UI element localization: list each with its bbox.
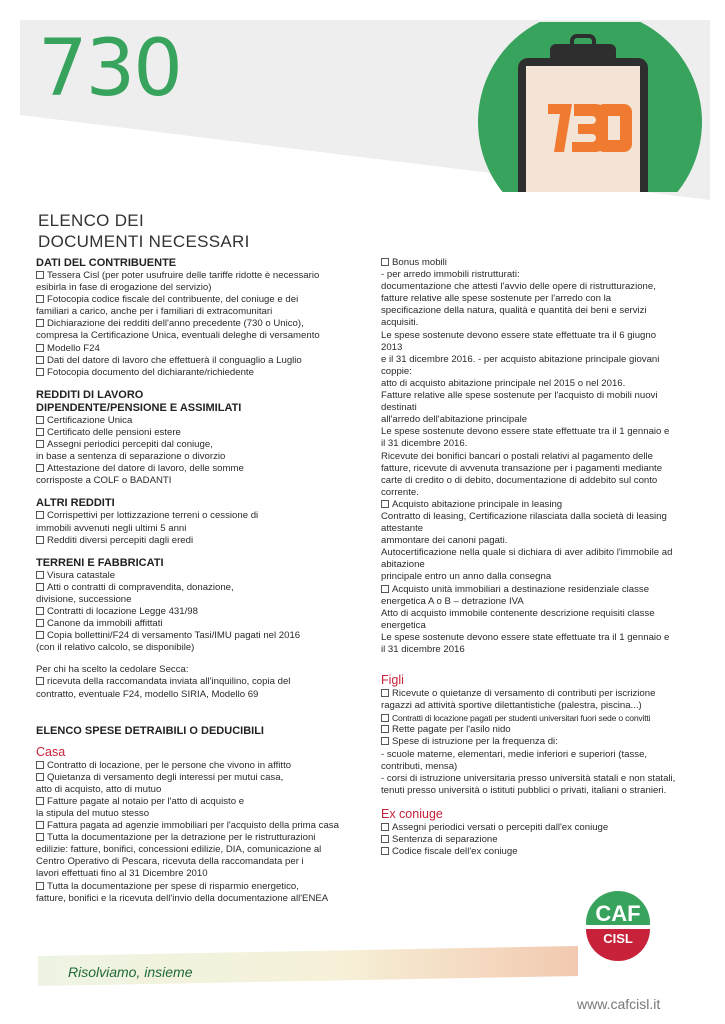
checklist <box>36 510 352 546</box>
checklist-item-text: Contratto di locazione, per le persone che vivono in affitto <box>36 760 352 772</box>
slogan: Risolviamo, insieme <box>68 964 193 980</box>
text-line: - scuole materne, elementari, medie inferiori e superiori (tasse, <box>381 748 648 760</box>
checklist-item-text: lavori effettuati fino al 31 Dicembre 2010 <box>36 868 208 880</box>
checkbox-icon[interactable] <box>381 258 389 266</box>
text-line: Fatture relative alle spese sostenute per l'acquisto di mobili nuovi <box>381 390 658 402</box>
checklist-item-text: Dichiarazione dei redditi dell'anno precedente (730 o Unico), <box>36 318 352 330</box>
checklist-item <box>36 510 352 534</box>
text-line: specificazione della natura, qualità e quantità dei beni e servizi <box>381 305 647 317</box>
checklist-item-text: Atti o contratti di compravendita, donazione, <box>36 582 352 594</box>
website-link[interactable]: www.cafcisl.it <box>577 996 661 1012</box>
text-line: Atto di acquisto immobile contenente descrizione requisiti classe <box>381 607 655 619</box>
text-line: principale entro un anno dalla consegna <box>381 571 552 583</box>
checklist-item-text: energetica A o B – detrazione IVA <box>381 595 524 607</box>
checklist-item-text: esibirla in fase di erogazione del servizio) <box>36 282 212 294</box>
checklist-item <box>36 796 352 820</box>
checklist-item-text: Ricevute o quietanze di versamento di contributi per iscrizione <box>381 688 694 700</box>
checklist-item <box>36 427 352 439</box>
checklist-item <box>381 688 694 712</box>
text-line: 2013 <box>381 341 403 353</box>
section-title: DATI DEL CONTRIBUENTE <box>36 257 177 269</box>
checklist-item-text: Attestazione del datore di lavoro, delle somme <box>36 463 352 475</box>
checkbox-icon[interactable] <box>381 689 389 697</box>
caf-cisl-logo[interactable] <box>583 885 653 972</box>
section-title: ALTRI REDDITI <box>36 497 115 510</box>
checklist-item <box>36 318 352 342</box>
checkbox-icon[interactable] <box>36 295 44 303</box>
text-line: Le spese sostenute devono essere state effettuate tra il 1 gennaio e <box>381 631 670 643</box>
checklist-item: Rette pagate per l'asilo nido <box>381 724 694 736</box>
section-title: DIPENDENTE/PENSIONE E ASSIMILATI <box>36 401 242 414</box>
checklist-item-text: Contratti di locazione Legge 431/98 <box>36 606 352 618</box>
checklist-item <box>36 630 352 654</box>
checklist-item-text: Certificazione Unica <box>36 415 352 427</box>
checklist <box>36 676 352 700</box>
checklist-item-text: Fattura pagata ad agenzie immobiliari per l'acquisto della prima casa <box>36 820 352 832</box>
checkbox-icon[interactable] <box>36 440 44 448</box>
document-title: ELENCO DEI DOCUMENTI NECESSARI <box>38 211 250 251</box>
section-title: ELENCO SPESE DETRAIBILI O DEDUCIBILI <box>36 724 264 737</box>
text-line: Le spese sostenute devono essere state effettuate tra il 1 gennaio e <box>381 426 670 438</box>
checklist <box>381 584 694 608</box>
text-line: corrente. <box>381 486 419 498</box>
checkbox-icon[interactable] <box>36 677 44 685</box>
checklist-item-text: divisione, successione <box>36 593 132 605</box>
checkbox-icon[interactable] <box>36 368 44 376</box>
text-block <box>381 749 694 797</box>
checklist-item-text: fatture, bonifici e la ricevuta dell'invio della documentazione all'ENEA <box>36 892 329 904</box>
text-line: energetica <box>381 619 426 631</box>
text-line: - per arredo immobili ristrutturati: <box>381 269 520 281</box>
checklist-item-text: compresa la Certificazione Unica, eventuali deleghe di versamento <box>36 330 320 342</box>
checklist-item-text: contratto, eventuale F24, modello SIRIA, Modello 69 <box>36 688 259 700</box>
checkbox-icon[interactable] <box>36 583 44 591</box>
checklist <box>36 270 352 379</box>
checklist-item <box>36 582 352 606</box>
checklist-item-text: Tessera Cisl (per poter usufruire delle tariffe ridotte è necessario <box>36 270 352 282</box>
checklist-item-text: Tutta la documentazione per la detrazione per le ristrutturazioni <box>36 832 352 844</box>
checklist-item-text: Quietanza di versamento degli interessi per mutui casa, <box>36 772 352 784</box>
checklist-item <box>36 676 352 700</box>
checklist <box>36 415 352 488</box>
checkbox-icon[interactable] <box>36 536 44 544</box>
checklist-item-text: Modello F24 <box>36 343 352 355</box>
text-line: Contratto di leasing, Certificazione rilasciata dalla società di leasing <box>381 510 667 522</box>
checklist-item <box>36 760 352 772</box>
text-line: fatture, ricevute di avvenuta transazione per i pagamenti mediante <box>381 462 663 474</box>
checklist-item <box>36 367 352 379</box>
checkbox-icon[interactable] <box>381 725 389 733</box>
text-line: carte di credito o di debito, documentazione di addebito sul conto <box>381 474 658 486</box>
checklist-item-text: la stipula del mutuo stesso <box>36 808 150 819</box>
checkbox-icon[interactable] <box>36 511 44 519</box>
subsection-title: Casa <box>36 744 66 759</box>
checklist <box>381 822 694 858</box>
checklist-item <box>36 618 352 630</box>
checkbox-icon[interactable] <box>36 319 44 327</box>
checklist <box>381 688 694 712</box>
checkbox-icon[interactable] <box>36 821 44 829</box>
checkbox-icon[interactable] <box>36 797 44 805</box>
checkbox-icon[interactable] <box>36 344 44 352</box>
checklist-item-text: Assegni periodici versati o percepiti dall'ex coniuge <box>381 822 694 834</box>
checkbox-icon[interactable] <box>381 835 389 843</box>
text-line: all'arredo dell'abitazione principale <box>381 414 528 426</box>
checklist-item-text: ragazzi ad attività sportive dilettantistiche (palestra, piscina...) <box>381 700 642 712</box>
checklist-item-text: Certificato delle pensioni estere <box>36 427 352 439</box>
checklist-item: Bonus mobili <box>381 257 694 269</box>
secca-intro: Per chi ha scelto la cedolare Secca: <box>36 664 189 676</box>
checkbox-icon[interactable] <box>36 631 44 639</box>
text-line: Le spese sostenute devono essere state effettuate tra il 6 giugno <box>381 329 657 341</box>
checklist-item-text: in base a sentenza di separazione o divorzio <box>36 451 226 463</box>
checkbox-icon[interactable] <box>381 714 389 722</box>
text-line: coppie: <box>381 365 412 377</box>
checklist-item-text: Tutta la documentazione per spese di risparmio energetico, <box>36 881 352 893</box>
checklist-item-text: Canone da immobili affittati <box>36 618 352 630</box>
checklist-item-text: immobili avvenuti negli ultimi 5 anni <box>36 522 187 534</box>
checklist-item-text: Corrispettivi per lottizzazione terreni o cessione di <box>36 510 352 522</box>
text-line: documentazione che attesti l'avvio delle opere di ristrutturazione, <box>381 281 656 293</box>
checkbox-icon[interactable] <box>36 428 44 436</box>
checkbox-icon[interactable] <box>381 737 389 745</box>
checkbox-icon[interactable] <box>36 416 44 424</box>
subsection-title: Ex coniuge <box>381 806 443 821</box>
checklist-item <box>36 881 352 905</box>
text-line: il 31 dicembre 2016. <box>381 438 468 450</box>
checklist <box>36 570 352 655</box>
checklist-item-text: Centro Operativo di Pescara, ricevuta della raccomandata per i <box>36 856 304 868</box>
checklist-item <box>36 355 352 367</box>
checkbox-icon[interactable] <box>36 571 44 579</box>
checklist-item-text: Redditi diversi percepiti dagli eredi <box>36 535 352 547</box>
checklist-item <box>381 846 694 858</box>
checklist-item <box>36 439 352 463</box>
checklist-item-text: Dati del datore di lavoro che effettuerà il conguaglio a Luglio <box>36 355 352 367</box>
text-line: contributi, mensa) <box>381 760 458 772</box>
checklist-item <box>36 415 352 427</box>
checkbox-icon[interactable] <box>36 761 44 769</box>
checklist <box>36 760 352 905</box>
checklist-item-text: Fatture pagate al notaio per l'atto di acquisto e <box>36 796 352 808</box>
checkbox-icon[interactable] <box>381 823 389 831</box>
text-line: tenuti presso università o istituti pubblici o privati, italiani o stranieri. <box>381 784 667 796</box>
checklist-item-text: ricevuta della raccomandata inviata all'inquilino, copia del <box>36 676 352 688</box>
checklist-item: Spese di istruzione per la frequenza di: <box>381 736 694 748</box>
checkbox-icon[interactable] <box>381 585 389 593</box>
checklist-item <box>36 772 352 796</box>
text-block <box>381 608 694 656</box>
text-block <box>381 511 694 584</box>
page-number-title: 730 <box>38 24 181 114</box>
checklist-item-text: Copia bollettini/F24 di versamento Tasi/IMU pagati nel 2016 <box>36 630 352 642</box>
checklist-item-text: Visura catastale <box>36 570 352 582</box>
checkbox-icon[interactable] <box>36 271 44 279</box>
checklist-item-text: Fotocopia documento del dichiarante/richiedente <box>36 367 352 379</box>
checkbox-icon[interactable] <box>36 464 44 472</box>
checklist-item-text: edilizie: fatture, bonifici, concessioni edilizie, DIA, comunicazione al <box>36 844 322 856</box>
section-title: TERRENI E FABBRICATI <box>36 556 164 569</box>
checkbox-icon[interactable] <box>36 773 44 781</box>
text-line: abitazione <box>381 559 425 571</box>
checklist-item <box>36 606 352 618</box>
checklist-item-text: familiari a carico, anche per i familiari di extracomunitari <box>36 306 273 318</box>
text-line: Autocertificazione nella quale si dichiara di aver adibito l'immobile ad <box>381 547 673 559</box>
checkbox-icon[interactable] <box>36 833 44 841</box>
checklist-item <box>381 584 694 608</box>
checklist-item: Contratti di locazione pagati per studenti universitari fuori sede o convitti <box>381 712 694 724</box>
text-line: - corsi di istruzione universitaria presso università statali e non statali, <box>381 772 676 784</box>
right-column <box>381 257 694 858</box>
left-column <box>36 257 352 905</box>
checklist-item <box>36 463 352 487</box>
checklist-item-text: Codice fiscale dell'ex coniuge <box>381 846 694 858</box>
checkbox-icon[interactable] <box>381 847 389 855</box>
checklist-item-text: Sentenza di separazione <box>381 834 694 846</box>
text-line: il 31 dicembre 2016 <box>381 644 465 655</box>
svg-text:CAF: CAF <box>595 901 641 926</box>
text-line: ammontare dei canoni pagati. <box>381 535 508 547</box>
text-line: attestante <box>381 523 424 535</box>
checkbox-icon[interactable] <box>36 619 44 627</box>
text-line: fatture relative alle spese sostenute per l'arredo con la <box>381 293 612 305</box>
clipboard-730-icon <box>470 22 710 197</box>
checklist-item-text: Acquisto unità immobiliari a destinazione residenziale classe <box>381 584 694 596</box>
checklist-item <box>36 270 352 294</box>
checklist-item <box>36 343 352 355</box>
checklist-item <box>36 535 352 547</box>
checkbox-icon[interactable] <box>381 500 389 508</box>
checklist-item <box>36 832 352 880</box>
checkbox-icon[interactable] <box>36 607 44 615</box>
checklist-item-text: (con il relativo calcolo, se disponibile) <box>36 642 195 654</box>
text-line: destinati <box>381 402 417 414</box>
text-line: acquisiti. <box>381 317 419 329</box>
checklist-item <box>381 834 694 846</box>
checklist-item-text: atto di acquisto, atto di mutuo <box>36 783 162 795</box>
text-line: Ricevute dei bonifici bancari o postali relativi al pagamento delle <box>381 450 653 462</box>
checklist-item-text: Fotocopia codice fiscale del contribuente, del coniuge e dei <box>36 294 352 306</box>
svg-text:CISL: CISL <box>603 931 633 946</box>
checklist-item <box>381 822 694 834</box>
checklist-item: Acquisto abitazione principale in leasing <box>381 499 694 511</box>
text-block <box>381 269 694 499</box>
checklist-item-text: Assegni periodici percepiti dal coniuge, <box>36 439 352 451</box>
checklist-item <box>36 820 352 832</box>
checkbox-icon[interactable] <box>36 356 44 364</box>
checklist-item-text: corrisposte a COLF o BADANTI <box>36 475 172 487</box>
checklist-item <box>36 570 352 582</box>
section-title: REDDITI DI LAVORO <box>36 388 144 401</box>
checkbox-icon[interactable] <box>36 882 44 890</box>
text-line: atto di acquisto abitazione principale nel 2015 o nel 2016. <box>381 377 626 389</box>
checklist-item <box>36 294 352 318</box>
text-line: e il 31 dicembre 2016. - per acquisto abitazione principale giovani <box>381 353 660 365</box>
subsection-title: Figli <box>381 673 404 688</box>
